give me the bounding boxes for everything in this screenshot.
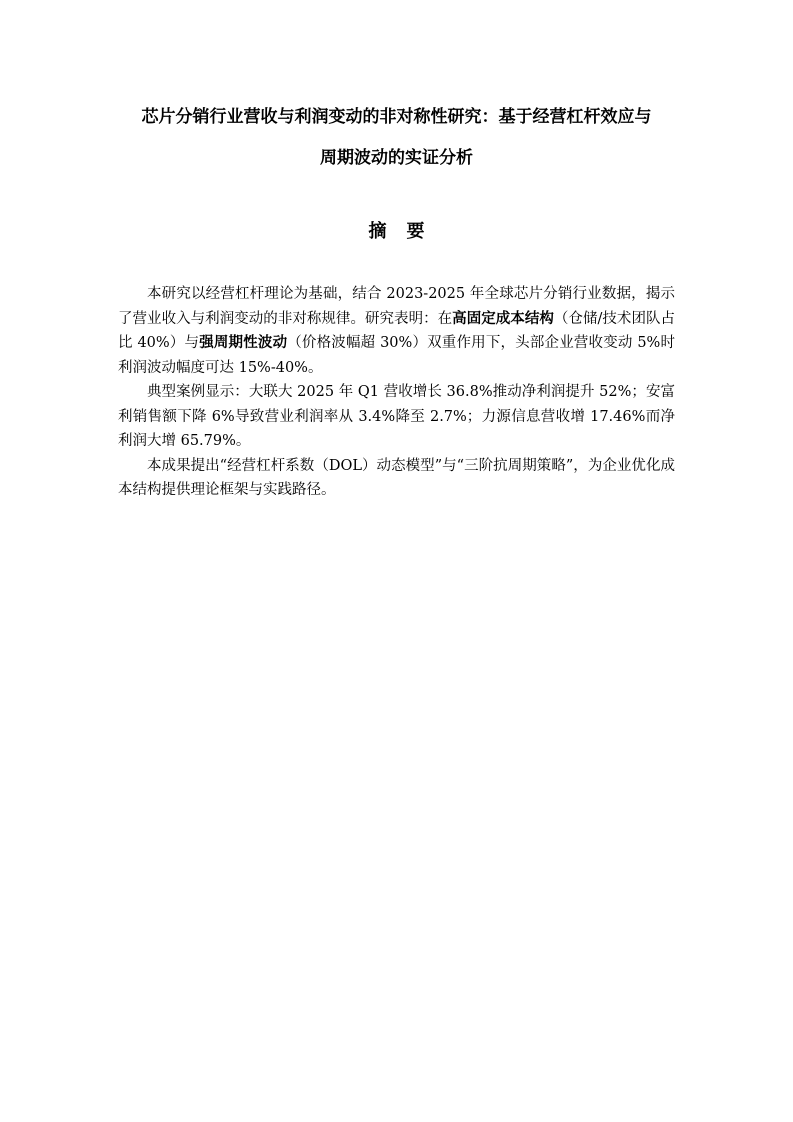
paper-title-line-1: 芯片分销行业营收与利润变动的非对称性研究：基于经营杠杆效应与 (141, 107, 652, 127)
abstract-paragraph-2: 典型案例显示：大联大 2025 年 Q1 营收增长 36.8%推动净利润提升 52%；安富利销售额下降 6%导致营业利润率从 3.4%降至 2.7%；力源信息营收增 17.46%而净利润大增 65.79%。 (118, 384, 675, 449)
abstract-paragraph-3: 本成果提出“经营杠杆系数（DOL）动态模型”与“三阶抗周期策略”，为企业优化成本结构提供理论框架与实践路径。 (118, 457, 675, 498)
abstract-heading: 摘要 (368, 221, 445, 242)
abstract-paragraph-1 (118, 282, 675, 380)
abstract-paragraph-1-text-a: 本研究以经营杠杆理论为基础，结合 2023-2025 年全球芯片分销行业数据，揭示了营业收入与利润变动的非对称规律。研究表明：在 (118, 286, 675, 327)
abstract-paragraph-1-text-b: （仓储/技术团队占比 40%）与 (118, 310, 676, 351)
paper-title-line-2: 周期波动的实证分析 (320, 148, 473, 168)
highlight-strong-cyclicality: 强周期性波动 (199, 335, 288, 351)
abstract-paragraph-1-text-c: （价格波幅超 30%）双重作用下，头部企业营收变动 5%时利润波动幅度可达 15%-40%。 (118, 335, 676, 376)
abstract-body (118, 282, 675, 503)
highlight-high-fixed-cost: 高固定成本结构 (452, 310, 554, 327)
